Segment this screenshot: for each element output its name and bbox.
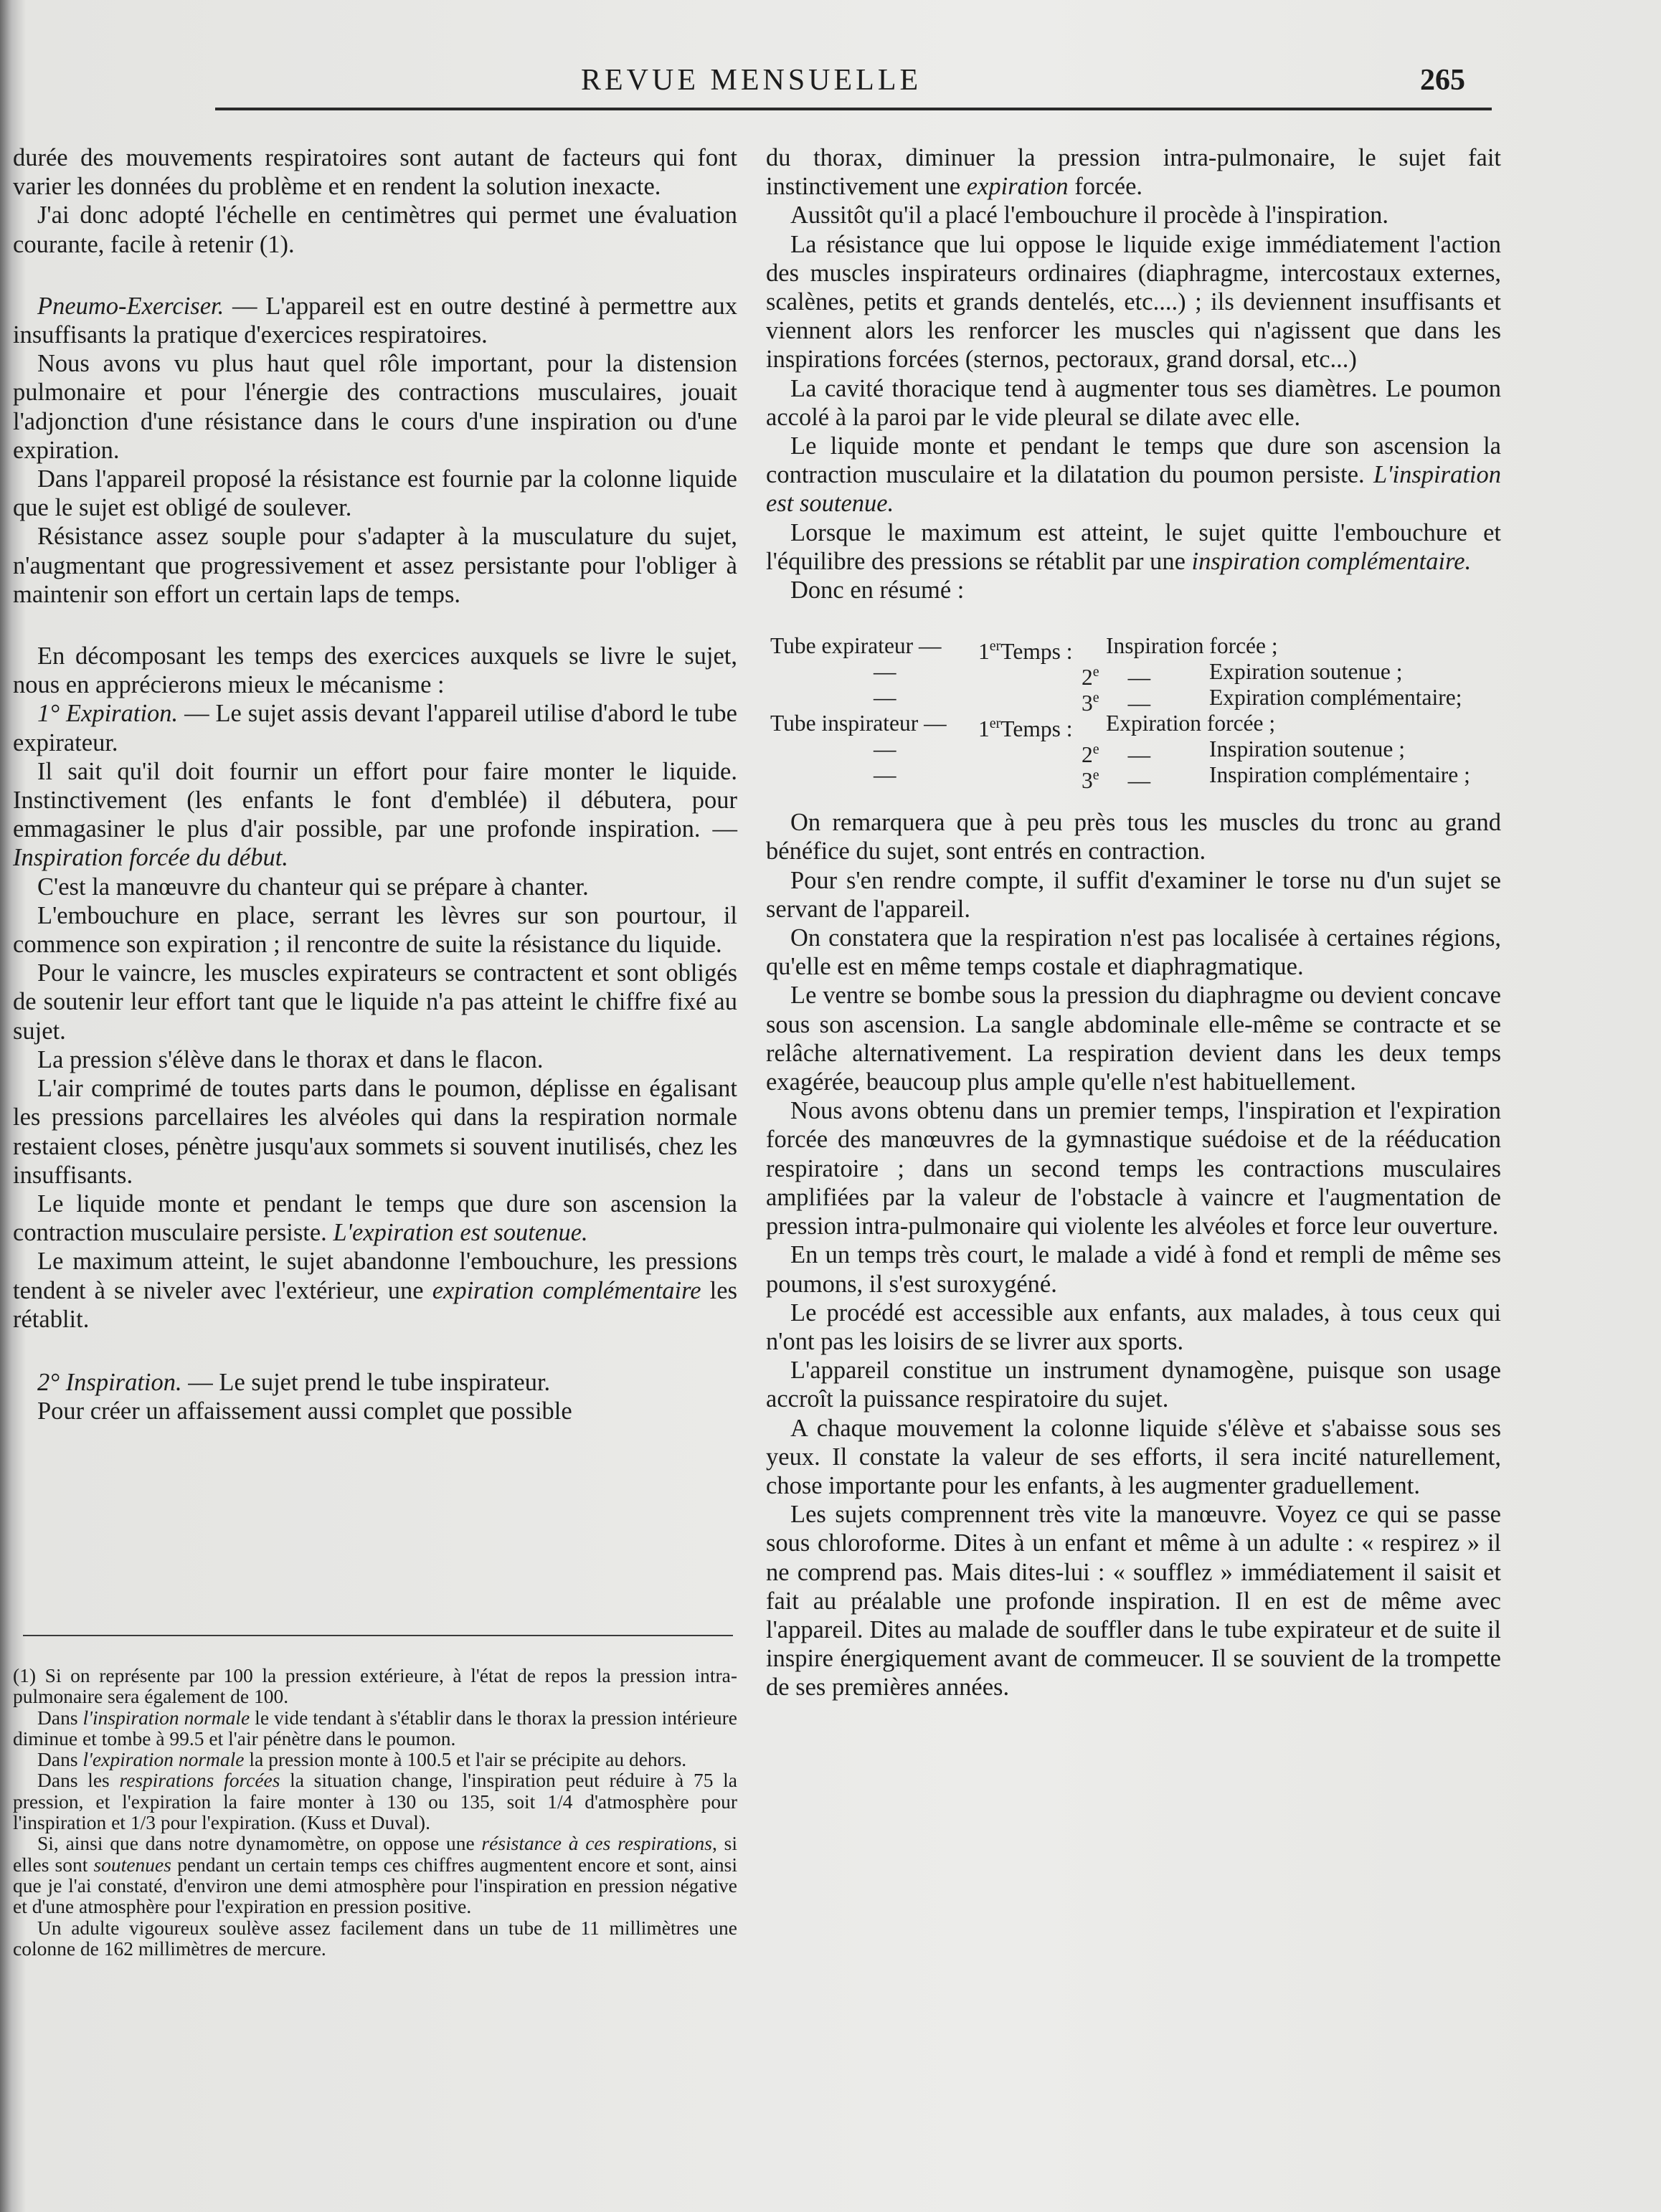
footnotes xyxy=(13,1665,737,1959)
text-run: durée des mouvements respiratoires sont autant de facteurs qui font varier les données du problème et en rendent la solution inexacte. xyxy=(13,144,737,201)
text-run: la pression monte à 100.5 et l'air se précipite au dehors. xyxy=(244,1748,687,1771)
paragraph xyxy=(13,699,737,756)
right-column xyxy=(766,143,1501,1702)
summary-tube: — xyxy=(874,659,896,685)
summary-row xyxy=(766,762,1501,793)
summary-word: — xyxy=(1127,664,1151,690)
italic-run: 1° Expiration. xyxy=(37,700,179,728)
text-run: Un adulte vigoureux soulève assez facilement dans un tube de 11 millimètres une colonne de 162 millimètres de mercure. xyxy=(13,1916,737,1960)
paragraph xyxy=(766,432,1501,518)
text-run: L'appareil constitue un instrument dynamogène, puisque son usage accroît la puissance respiratoire du sujet. xyxy=(766,1357,1501,1413)
paragraph xyxy=(13,1397,737,1425)
paragraph xyxy=(13,349,737,465)
text-run: Lorsque le maximum est atteint, le sujet quitte l'embouchure et l'équilibre des pressions se rétablit par une xyxy=(766,518,1501,575)
paragraph xyxy=(766,808,1501,865)
paragraph xyxy=(766,230,1501,374)
text-run: La cavité thoracique tend à augmenter tous ses diamètres. Le poumon accolé à la paroi par le vide pleural se dilate avec elle. xyxy=(766,374,1501,431)
paragraph xyxy=(766,374,1501,432)
text-run: Le procédé est accessible aux enfants, aux malades, à tous ceux qui n'ont pas les loisirs de se livrer aux sports. xyxy=(766,1299,1501,1355)
summary-time xyxy=(978,633,1106,664)
footnote-paragraph xyxy=(13,1749,737,1770)
summary-number: 1 xyxy=(978,716,990,741)
paragraph xyxy=(766,143,1501,201)
italic-run: expiration xyxy=(966,173,1069,201)
text-run: L'embouchure en place, serrant les lèvres sur son pourtour, il commence son expiration ; il rencontre de suite la résistance du liquide. xyxy=(13,901,737,959)
summary-ordinal: er xyxy=(989,716,1001,732)
italic-run: expiration complémentaire xyxy=(432,1276,701,1304)
paragraph xyxy=(766,981,1501,1096)
paragraph xyxy=(13,522,737,609)
text-run: On constatera que la respiration n'est pas localisée à certaines régions, qu'elle est en même temps costale et diaphragmatique. xyxy=(766,924,1501,981)
left-column xyxy=(13,143,737,1425)
italic-run: Pneumo-Exerciser. xyxy=(37,292,224,320)
text-run: Il sait qu'il doit fournir un effort pour faire monter le liquide. Instinctivement (les enfants le font d'emblée) il débutera, pour emmagasiner le plus d'air possible, par une profonde inspiration. — xyxy=(13,757,737,843)
italic-run: L'expiration est soutenue. xyxy=(333,1219,588,1247)
paragraph xyxy=(13,959,737,1045)
paragraph xyxy=(13,1074,737,1190)
text-run: Dans xyxy=(37,1748,83,1771)
italic-run: inspiration complémentaire. xyxy=(1191,547,1472,575)
summary-ordinal: e xyxy=(1092,690,1099,706)
paragraph xyxy=(766,1414,1501,1501)
summary-row xyxy=(766,659,1501,690)
italic-run: 2° Inspiration. xyxy=(37,1368,182,1396)
paragraph xyxy=(13,757,737,873)
summary-time xyxy=(1082,659,1209,690)
summary-time xyxy=(978,711,1106,741)
text-run: En décomposant les temps des exercices auxquels se livre le sujet, nous en apprécierons mieux le mécanisme : xyxy=(13,642,737,699)
summary-ordinal: er xyxy=(989,638,1001,655)
summary-phase: Expiration complémentaire; xyxy=(1209,685,1462,711)
text-run: les rétablit. xyxy=(13,1276,737,1333)
text-run: Le maximum atteint, le sujet abandonne l'embouchure, les pressions tendent à se niveler avec l'extérieur, une xyxy=(13,1248,737,1304)
text-run: la situation change, l'inspiration peut réduire à 75 la pression, et l'expiration la faire monter à 130 ou 135, soit 1/4 d'atmosphère pour l'inspiration et 1/3 pour l'expiration. (Kuss et Duval). xyxy=(13,1769,737,1834)
summary-tube: Tube expirateur — xyxy=(770,633,942,659)
italic-run: l'expiration normale xyxy=(82,1748,245,1771)
text-run: Le liquide monte et pendant le temps que dure son ascension la contraction musculaire persiste. xyxy=(13,1190,737,1247)
summary-tube: — xyxy=(874,685,896,711)
footnote-paragraph xyxy=(13,1833,737,1917)
paragraph xyxy=(766,1299,1501,1356)
text-run: Le ventre se bombe sous la pression du diaphragme ou devient concave sous son ascension. La sangle abdominale elle-même se contracte et se relâche alternativement. La respiration devient dans les deux temps exagérée, beaucoup plus ample qu'elle n'est habituellement. xyxy=(766,982,1501,1096)
paragraph xyxy=(766,201,1501,229)
summary-time xyxy=(1082,685,1209,716)
text-run: Dans l'appareil proposé la résistance est fournie par la colonne liquide que le sujet est obligé de soulever. xyxy=(13,465,737,522)
summary-phase: Inspiration soutenue ; xyxy=(1209,736,1405,762)
text-run: Pour créer un affaissement aussi complet que possible xyxy=(37,1397,572,1425)
paragraph xyxy=(766,1240,1501,1298)
page-number: 265 xyxy=(1420,64,1465,97)
footnote-paragraph xyxy=(13,1770,737,1833)
paragraph xyxy=(13,143,737,201)
right-column-intro xyxy=(766,143,1501,604)
paragraph xyxy=(766,1096,1501,1240)
italic-run: l'inspiration normale xyxy=(82,1706,250,1729)
text-run: , si elles sont xyxy=(13,1832,737,1876)
text-run: C'est la manœuvre du chanteur qui se prépare à chanter. xyxy=(37,873,589,901)
footnote-paragraph xyxy=(13,1707,737,1750)
paragraph xyxy=(13,901,737,959)
summary-time xyxy=(1082,762,1209,793)
text-run: L'air comprimé de toutes parts dans le poumon, déplisse en égalisant les pressions parcellaires les alvéoles qui dans la respiration normale restaient closes, pénètre jusqu'aux sommets si souvent inutilisés, chez les insuffisants. xyxy=(13,1075,737,1189)
text-run: Aussitôt qu'il a placé l'embouchure il procède à l'inspiration. xyxy=(790,201,1388,229)
summary-word: Temps : xyxy=(1000,638,1073,664)
italic-run: L'inspiration est soutenue. xyxy=(766,461,1501,518)
text-run: — Le sujet assis devant l'appareil utilise d'abord le tube expirateur. xyxy=(13,700,737,756)
summary-number: 3 xyxy=(1082,690,1093,716)
text-run: Dans les xyxy=(37,1769,120,1792)
text-run: J'ai donc adopté l'échelle en centimètres qui permet une évaluation courante, facile à retenir (1). xyxy=(13,201,737,258)
summary-time xyxy=(1082,736,1209,767)
footnote-paragraph xyxy=(13,1917,737,1960)
summary-number: 2 xyxy=(1082,741,1093,767)
text-run: le vide tendant à s'établir dans le thorax la pression intérieure diminue et tombe à 99.5 et l'air pénètre dans le poumon. xyxy=(13,1706,737,1750)
paragraph xyxy=(766,518,1501,576)
summary-phase: Inspiration complémentaire ; xyxy=(1209,762,1470,788)
text-run: Nous avons vu plus haut quel rôle important, pour la distension pulmonaire et pour l'énergie des contractions musculaires, jouait l'adjonction d'une résistance dans le cours d'une inspiration ou d'une expiration. xyxy=(13,350,737,464)
summary-phase: Inspiration forcée ; xyxy=(1106,633,1278,659)
summary-tube: — xyxy=(874,762,896,788)
text-run: La pression s'élève dans le thorax et dans le flacon. xyxy=(37,1045,544,1073)
footnote-paragraph xyxy=(13,1665,737,1707)
paragraph xyxy=(13,1247,737,1334)
paragraph xyxy=(13,1190,737,1247)
text-run: Pour s'en rendre compte, il suffit d'examiner le torse nu d'un sujet se servant de l'appareil. xyxy=(766,866,1501,923)
paragraph xyxy=(13,1045,737,1074)
text-run: — Le sujet prend le tube inspirateur. xyxy=(181,1368,551,1396)
paragraph xyxy=(766,924,1501,981)
text-run: forcée. xyxy=(1068,173,1143,201)
footnote-rule xyxy=(23,1635,733,1636)
journal-title: REVUE MENSUELLE xyxy=(581,64,922,97)
italic-run: soutenues xyxy=(93,1853,171,1876)
summary-tube: Tube inspirateur — xyxy=(770,711,947,736)
paragraph xyxy=(13,642,737,699)
summary-row xyxy=(766,736,1501,767)
text-run: A chaque mouvement la colonne liquide s'élève et s'abaisse sous ses yeux. Il constate la valeur de ses efforts, il sera incité naturellement, chose importante pour les enfants, à les augmenter graduellement. xyxy=(766,1414,1501,1499)
summary-word: — xyxy=(1127,690,1151,716)
paragraph xyxy=(13,1368,737,1397)
summary-number: 1 xyxy=(978,638,990,664)
paragraph xyxy=(13,201,737,258)
summary-number: 2 xyxy=(1082,664,1093,690)
summary-ordinal: e xyxy=(1092,741,1099,758)
running-header xyxy=(0,63,1661,106)
paragraph xyxy=(766,866,1501,924)
text-run: Pour le vaincre, les muscles expirateurs se contractent et sont obligés de soutenir leur effort tant que le liquide n'a pas atteint le chiffre fixé au sujet. xyxy=(13,959,737,1045)
text-run: Dans xyxy=(37,1706,83,1729)
italic-run: résistance à ces respirations xyxy=(481,1832,712,1855)
paragraph xyxy=(13,873,737,901)
header-rule xyxy=(215,108,1492,110)
text-run: Si, ainsi que dans notre dynamomètre, on oppose une xyxy=(37,1832,482,1855)
summary-word: Temps : xyxy=(1000,716,1073,741)
text-run: On remarquera que à peu près tous les muscles du tronc au grand bénéfice du sujet, sont entrés en contraction. xyxy=(766,809,1501,865)
italic-run: Inspiration forcée du début. xyxy=(13,844,288,872)
text-run: — L'appareil est en outre destiné à permettre aux insuffisants la pratique d'exercices respiratoires. xyxy=(13,292,737,349)
summary-phase: Expiration soutenue ; xyxy=(1209,659,1403,685)
text-run: La résistance que lui oppose le liquide exige immédiatement l'action des muscles inspirateurs ordinaires (diaphragme, intercostaux externes, scalènes, petits et grands dentelés, etc....) ; ils deviennent insuffisants et viennent alors les renforcer les muscles qui n'agissent que dans les inspirations forcées (sternos, pectoraux, grand dorsal, etc...) xyxy=(766,230,1501,374)
summary-ordinal: e xyxy=(1092,767,1099,784)
summary-word: — xyxy=(1127,767,1151,793)
summary-word: — xyxy=(1127,741,1151,767)
paragraph xyxy=(13,465,737,522)
summary-number: 3 xyxy=(1082,767,1093,793)
text-run: du thorax, diminuer la pression intra-pulmonaire, le sujet fait instinctivement une xyxy=(766,144,1501,201)
summary-tube: — xyxy=(874,736,896,762)
text-run: (1) Si on représente par 100 la pression extérieure, à l'état de repos la pression intra-pulmonaire sera également de 100. xyxy=(13,1664,737,1708)
summary-row xyxy=(766,711,1501,741)
italic-run: respirations forcées xyxy=(119,1769,280,1792)
summary-row xyxy=(766,633,1501,664)
text-run: Nous avons obtenu dans un premier temps, l'inspiration et l'expiration forcée des manœuvres de la gymnastique suédoise et de la rééducation respiratoire ; dans un second temps les contractions musculaires amplifiées par la valeur de l'obstacle à vaincre et l'augmentation de pression intra-pulmonaire qui violente les alvéoles et force leur ouverture. xyxy=(766,1097,1501,1240)
paragraph xyxy=(13,292,737,349)
summary-table xyxy=(766,633,1501,793)
text-run: Les sujets comprennent très vite la manœuvre. Voyez ce qui se passe sous chloroforme. Dites à un enfant et même à un adulte : « respirez » il ne comprend pas. Mais dites-lui : « soufflez » immédiatement il saisit et fait au préalable une profonde inspiration. Il en est de même avec l'appareil. Dites au malade de souffler dans le tube expirateur et de suite il inspire énergiquement avant de commeucer. Il se souvient de la trompette de ses premières années. xyxy=(766,1501,1501,1701)
right-column-body xyxy=(766,808,1501,1701)
text-run: pendant un certain temps ces chiffres augmentent encore et sont, ainsi que je l'ai constaté, d'environ une demi atmosphère pour l'inspiration en pression négative et d'une atmosphère pour l'expiration en pression positive. xyxy=(13,1853,737,1918)
text-run: Donc en résumé : xyxy=(790,576,965,604)
summary-phase: Expiration forcée ; xyxy=(1106,711,1276,736)
summary-ordinal: e xyxy=(1092,664,1099,680)
summary-row xyxy=(766,685,1501,716)
paragraph xyxy=(766,1500,1501,1701)
text-run: Le liquide monte et pendant le temps que dure son ascension la contraction musculaire et la dilatation du poumon persiste. xyxy=(766,432,1501,489)
text-run: Résistance assez souple pour s'adapter à la musculature du sujet, n'augmentant que progressivement et assez persistante pour l'obliger à maintenir son effort un certain laps de temps. xyxy=(13,523,737,608)
paragraph xyxy=(766,1356,1501,1413)
text-run: En un temps très court, le malade a vidé à fond et rempli de même ses poumons, il s'est suroxygéné. xyxy=(766,1241,1501,1298)
paragraph xyxy=(766,576,1501,604)
